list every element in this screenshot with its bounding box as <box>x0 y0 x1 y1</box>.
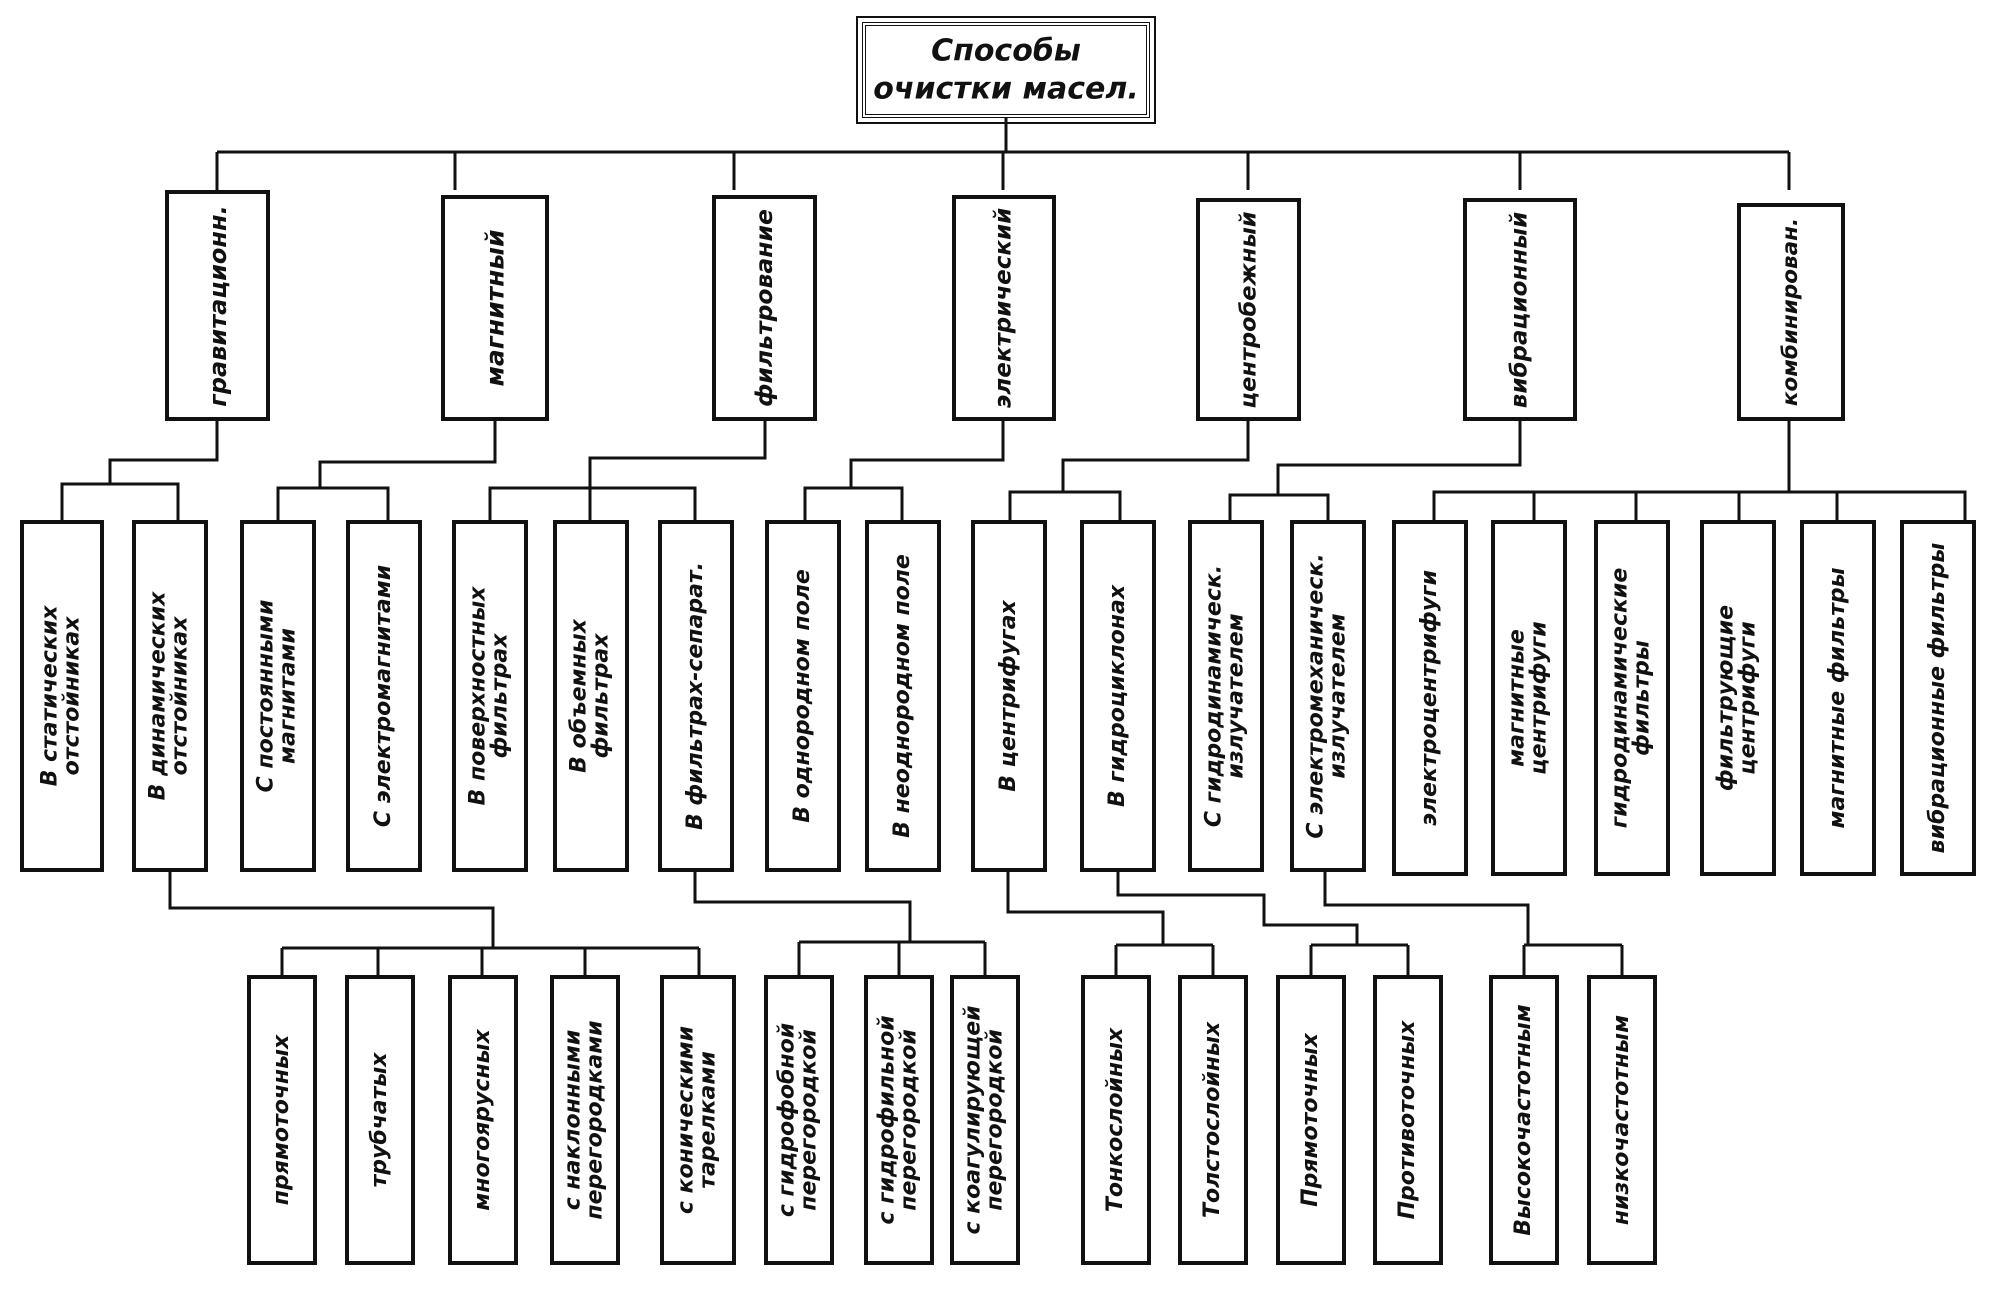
detail-countercurrent <box>1373 975 1443 1265</box>
method-vibrational <box>1463 198 1577 421</box>
subtype-label <box>1824 567 1850 829</box>
method-combined-label: комбинирован. <box>1778 217 1804 407</box>
detail-tubular <box>345 975 415 1265</box>
method-magnetic-label: магнитный <box>480 229 510 387</box>
detail-line1: с гидрофобной <box>774 1022 800 1218</box>
subtype-label <box>1416 569 1442 827</box>
subtype-nonuniform-field <box>865 520 941 872</box>
detail-line1: с коагулирующей <box>960 1005 986 1235</box>
detail-line2: перегородками <box>583 1020 608 1220</box>
subtype-line1: магнитные <box>1504 629 1530 767</box>
subtype-label <box>465 586 513 806</box>
subtype-line1: В фильтрах-сепарат. <box>682 561 708 831</box>
subtype-filtering-centrifuges <box>1700 520 1776 876</box>
subtype-electromagnets <box>346 520 422 872</box>
subtype-line2: магнитами <box>276 628 301 764</box>
detail-inclined-partitions <box>550 975 620 1265</box>
detail-low-frequency <box>1587 975 1657 1265</box>
subtype-label <box>1924 542 1950 854</box>
subtype-label <box>995 600 1021 792</box>
detail-label <box>366 1052 392 1188</box>
detail-conical-plates <box>660 975 736 1265</box>
subtype-line1: фильтрующие <box>1713 604 1739 792</box>
subtype-line2: фильтрах <box>589 633 614 759</box>
detail-line2: перегородкой <box>797 1029 822 1211</box>
detail-coagulating-partition <box>950 975 1020 1265</box>
subtype-static-settlers <box>20 520 104 872</box>
subtype-line1: С гидродинамическ. <box>1201 564 1227 828</box>
detail-line1: Толстослойных <box>1199 1021 1225 1219</box>
subtype-line1: В поверхностных <box>465 586 491 806</box>
detail-line1: прямоточных <box>268 1034 294 1206</box>
subtype-centrifuges <box>971 520 1047 872</box>
method-combined <box>1737 203 1845 421</box>
subtype-line1: С постоянными <box>253 599 279 793</box>
subtype-hydrodynamic-emitter <box>1188 520 1264 872</box>
subtype-line1: В статических <box>37 605 63 787</box>
detail-label <box>268 1034 294 1206</box>
subtype-label <box>682 561 708 831</box>
subtype-label <box>1303 553 1351 839</box>
detail-label <box>673 1025 721 1215</box>
method-electrical-label: электрический <box>990 207 1017 409</box>
method-magnetic <box>441 195 549 421</box>
detail-line1: трубчатых <box>366 1052 392 1188</box>
method-electrical <box>952 195 1056 421</box>
detail-multitier <box>448 975 518 1265</box>
subtype-label <box>566 619 614 773</box>
subtype-filter-separators <box>658 520 734 872</box>
subtype-hydrodynamic-filters <box>1594 520 1670 876</box>
detail-label <box>560 1020 608 1220</box>
detail-line2: перегородкой <box>897 1029 922 1211</box>
subtype-label <box>37 605 85 787</box>
subtype-line1: вибрационные фильтры <box>1924 542 1950 854</box>
detail-line2: тарелками <box>696 1051 721 1189</box>
subtype-vibrational-filters <box>1900 520 1976 876</box>
subtype-label <box>1504 621 1552 775</box>
method-gravitational <box>165 190 270 421</box>
detail-label <box>874 1015 922 1225</box>
subtype-magnetic-filters <box>1800 520 1876 876</box>
subtype-hydrocyclones <box>1080 520 1156 872</box>
detail-label <box>1510 1004 1536 1236</box>
method-filtering-label: фильтрование <box>749 209 778 407</box>
detail-line1: многоярусных <box>469 1029 495 1211</box>
detail-line1: низкочастотным <box>1608 1014 1634 1226</box>
subtype-label <box>370 564 396 828</box>
root-title <box>866 33 1146 108</box>
subtype-label <box>889 554 915 838</box>
subtype-electromechanical-emitter <box>1290 520 1366 872</box>
detail-line1: Высокочастотным <box>1510 1004 1536 1236</box>
subtype-electrocentrifuges <box>1392 520 1468 876</box>
subtype-label <box>1201 564 1249 828</box>
subtype-line1: В динамических <box>145 591 171 801</box>
detail-line1: Тонкослойных <box>1102 1027 1128 1213</box>
subtype-line2: фильтрах <box>488 633 513 759</box>
detail-high-frequency <box>1489 975 1559 1265</box>
detail-label <box>469 1029 495 1211</box>
detail-line1: Противоточных <box>1394 1020 1420 1220</box>
subtype-label <box>145 591 193 801</box>
detail-line2: перегородкой <box>983 1029 1008 1211</box>
subtype-line1: электроцентрифуги <box>1416 569 1442 827</box>
subtype-label <box>1104 584 1130 808</box>
subtype-line1: В однородном поле <box>789 569 815 823</box>
detail-thin-layer <box>1081 975 1151 1265</box>
subtype-label <box>253 599 301 793</box>
root-title-line2: очистки масел. <box>873 71 1139 106</box>
subtype-label <box>789 569 815 823</box>
detail-straight-flow <box>247 975 317 1265</box>
subtype-line2: центрифуги <box>1527 621 1552 775</box>
detail-label <box>1394 1020 1420 1220</box>
subtype-volume-filters <box>553 520 629 872</box>
subtype-line1: гидродинамические <box>1607 567 1633 829</box>
method-vibrational-label: вибрационный <box>1506 211 1533 408</box>
detail-line1: с гидрофильной <box>874 1015 900 1225</box>
subtype-uniform-field <box>765 520 841 872</box>
detail-hydrophobic-partition <box>764 975 834 1265</box>
detail-hydrophilic-partition <box>864 975 934 1265</box>
subtype-line2: отстойниках <box>168 616 193 776</box>
subtype-line1: В центрифугах <box>995 600 1021 792</box>
detail-thick-layer <box>1178 975 1248 1265</box>
root-title-line1: Способы <box>931 33 1081 69</box>
detail-label <box>774 1022 822 1218</box>
method-centrifugal-label: центробежный <box>1235 210 1262 409</box>
subtype-line1: С электромагнитами <box>370 564 396 828</box>
detail-label <box>1297 1033 1323 1207</box>
detail-cocurrent <box>1276 975 1346 1265</box>
detail-label <box>1102 1027 1128 1213</box>
subtype-line2: отстойниках <box>60 616 85 776</box>
detail-line1: Прямоточных <box>1297 1033 1323 1207</box>
detail-label <box>1608 1014 1634 1226</box>
subtype-line1: В объемных <box>566 619 592 773</box>
detail-label <box>1199 1021 1225 1219</box>
subtype-line2: центрифуги <box>1736 621 1761 775</box>
detail-line1: с наклонными <box>560 1029 586 1211</box>
subtype-label <box>1607 567 1655 829</box>
subtype-label <box>1713 604 1761 792</box>
subtype-dynamic-settlers <box>132 520 208 872</box>
method-gravitational-label: гравитационн. <box>203 204 232 407</box>
detail-line1: с коническими <box>673 1025 699 1215</box>
subtype-permanent-magnets <box>240 520 316 872</box>
subtype-surface-filters <box>452 520 528 872</box>
method-centrifugal <box>1196 198 1301 421</box>
subtype-magnetic-centrifuges <box>1491 520 1567 876</box>
root-box <box>862 22 1150 118</box>
subtype-line1: С электромеханическ. <box>1303 553 1329 839</box>
detail-label <box>960 1005 1008 1235</box>
subtype-line2: фильтры <box>1630 640 1655 756</box>
method-filtering <box>712 195 817 421</box>
subtype-line1: В гидроциклонах <box>1104 584 1130 808</box>
subtype-line1: В неоднородном поле <box>889 554 915 838</box>
subtype-line1: магнитные фильтры <box>1824 567 1850 829</box>
subtype-line2: излучателем <box>1326 613 1351 779</box>
subtype-line2: излучателем <box>1224 613 1249 779</box>
